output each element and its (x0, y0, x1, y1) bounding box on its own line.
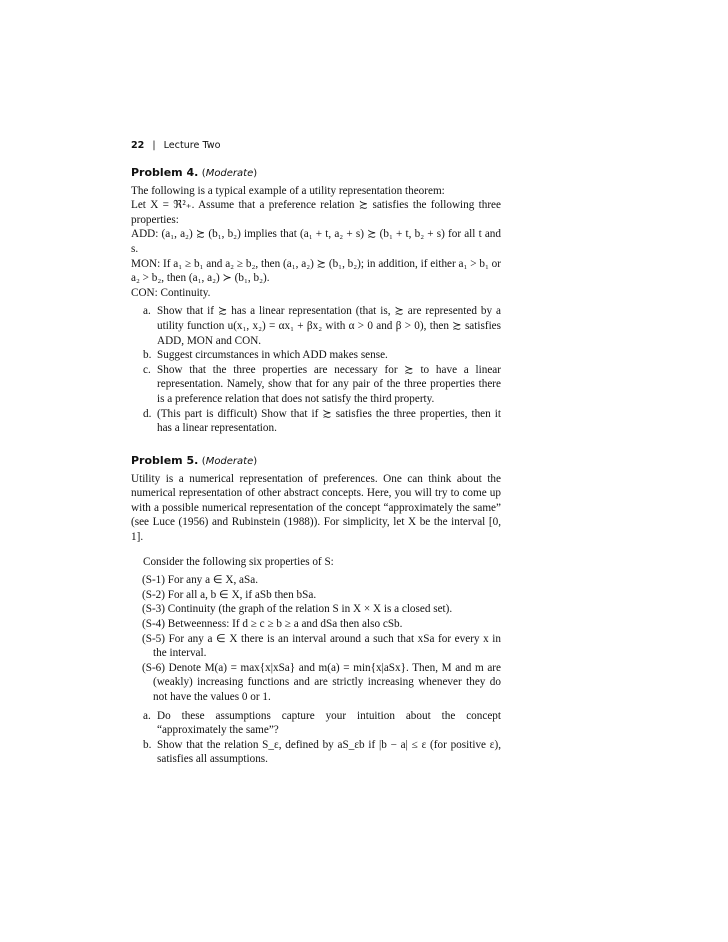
problem-5-level: Moderate (205, 456, 254, 467)
running-header (131, 139, 220, 154)
problem-4-intro: The following is a typical example of a utility representation theorem: (131, 184, 445, 197)
property-item: (S-6) Denote M(a) = max{x|xSa} and m(a) = min{x|aSx}. Then, M and m are (weakly) increasing functions and are strictly increasing whenever they do not have the values 0 or 1. (142, 661, 501, 703)
property-con: CON: Continuity. (131, 286, 211, 299)
list-item: c. Show that the three properties are necessary for ≿ to have a linear representation. Namely, show that for any pair of the three properties there is a preference relation that does not satisfy the third property. (143, 363, 501, 405)
property-list (131, 573, 501, 704)
problem-4-title: Problem 4. (131, 166, 199, 179)
problem-4-heading: Problem 4. (Moderate) (131, 166, 258, 179)
problem-5-items (131, 709, 501, 767)
list-item: d. (This part is difficult) Show that if ≿ satisfies the three properties, then it has a linear representation. (143, 407, 501, 435)
problem-4 (131, 166, 501, 436)
property-item: (S-4) Betweenness: If d ≥ c ≥ b ≥ a and dSa then also cSb. (142, 617, 403, 630)
property-add: ADD: (a₁, a₂) ≿ (b₁, b₂) implies that (a₁ + t, a₂ + s) ≿ (b₁ + t, b₂ + s) for all t and s. (131, 228, 501, 255)
problem-4-level: Moderate (205, 168, 254, 179)
page-number: 22 (131, 140, 145, 151)
property-mon: MON: If a₁ ≥ b₁ and a₂ ≥ b₂, then (a₁, a₂) ≿ (b₁, b₂); in addition, if either a₁ > b₁ or a₂ > b₂, then (a₁, a₂) ≻ (b₁, b₂). (131, 257, 501, 285)
header-separator: | (152, 140, 156, 151)
chapter-title: Lecture Two (163, 140, 221, 151)
problem-4-items (131, 304, 501, 435)
problem-5 (131, 454, 501, 767)
property-item: (S-5) For any a ∈ X there is an interval around a such that xSa for every x in the interval. (142, 632, 501, 660)
list-item: a. Do these assumptions capture your intuition about the concept “approximately the same”? (143, 709, 501, 737)
list-item: b. Suggest circumstances in which ADD makes sense. (143, 349, 388, 362)
problem-5-title: Problem 5. (131, 454, 199, 467)
property-item: (S-1) For any a ∈ X, aSa. (142, 574, 259, 587)
list-item: b. Show that the relation S_ε, defined by aS_εb if |b − a| ≤ ε (for positive ε), satisfies all assumptions. (143, 738, 501, 766)
problem-5-consider: Consider the following six properties of S: (143, 555, 334, 568)
property-item: (S-2) For all a, b ∈ X, if aSb then bSa. (142, 588, 317, 601)
problem-5-heading: Problem 5. (Moderate) (131, 454, 258, 467)
list-item: a. Show that if ≿ has a linear representation (that is, ≿ are represented by a utility function u(x₁, x₂) = αx₁ + βx₂ with α > 0 and β > 0), then ≿ satisfies ADD, MON and CON. (143, 305, 501, 347)
problem-5-intro: Utility is a numerical representation of preferences. One can think about the numerical representation of other abstract concepts. Here, you will try to come up with a possible numerical representation of the concept “approximately the same” (see Luce (1956) and Rubinstein (1988)). For simplicity, let X be the interval [0, 1]. (131, 472, 501, 543)
property-item: (S-3) Continuity (the graph of the relation S in X × X is a closed set). (142, 603, 453, 616)
problem-4-setup: Let X = ℜ²₊. Assume that a preference relation ≿ satisfies the following three properties: (131, 199, 501, 226)
